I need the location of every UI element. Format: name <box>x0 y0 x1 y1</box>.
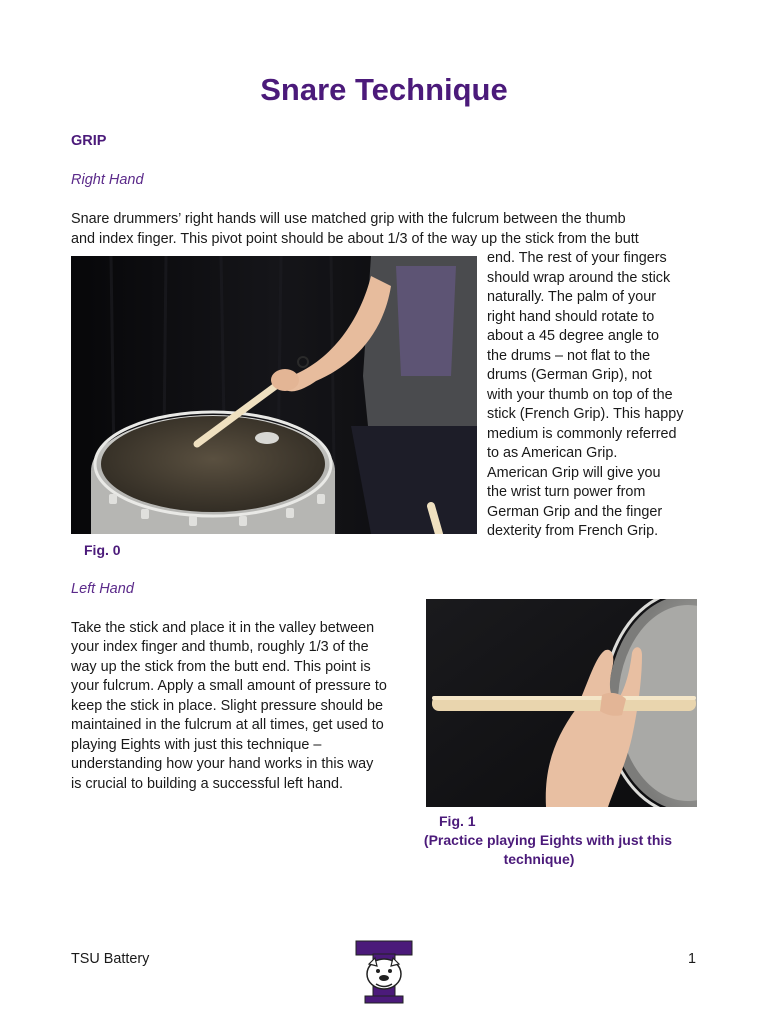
left-hand-line-4: keep the stick in place. Slight pressure should be <box>71 698 383 714</box>
right-hand-line-3: should wrap around the stick <box>487 270 671 286</box>
left-hand-line-8: is crucial to building a successful left hand. <box>71 776 343 792</box>
figure-1-caption: Fig. 1 <box>439 813 476 829</box>
right-hand-line-16: dexterity from French Grip. <box>487 523 659 539</box>
left-hand-line-5: maintained in the fulcrum at all times, get used to <box>71 717 384 733</box>
left-hand-line-1: your index finger and thumb, roughly 1/3 of the <box>71 639 369 655</box>
footer-left-text: TSU Battery <box>71 951 150 967</box>
left-hand-line-0: Take the stick and place it in the valley between <box>71 620 375 636</box>
right-hand-line-5: right hand should rotate to <box>487 309 655 325</box>
left-hand-line-7: understanding how your hand works in this way <box>71 756 374 772</box>
right-hand-line-13: American Grip will give you <box>487 465 661 481</box>
subheading-left-hand: Left Hand <box>71 581 134 597</box>
right-hand-line-8: drums (German Grip), not <box>487 367 652 383</box>
figure-1-left-hand-photo <box>426 599 697 807</box>
right-hand-line-6: about a 45 degree angle to <box>487 328 660 344</box>
right-hand-line-9: with your thumb on top of the <box>487 387 673 403</box>
left-hand-line-2: way up the stick from the butt end. This point is <box>71 659 371 675</box>
right-hand-line-7: the drums – not flat to the <box>487 348 651 364</box>
right-hand-line-0: Snare drummers’ right hands will use matched grip with the fulcrum between the thumb <box>71 211 626 227</box>
right-hand-line-12: to as American Grip. <box>487 445 618 461</box>
page-number: 1 <box>687 951 696 967</box>
figure-0-caption: Fig. 0 <box>84 542 121 558</box>
right-hand-line-15: German Grip and the finger <box>487 504 663 520</box>
figure-0-right-hand-photo <box>71 256 477 534</box>
subheading-right-hand: Right Hand <box>71 172 144 188</box>
right-hand-line-11: medium is commonly referred <box>487 426 677 442</box>
section-heading-grip: GRIP <box>71 133 107 149</box>
left-hand-line-6: playing Eights with just this technique – <box>71 737 322 753</box>
page-title: Snare Technique <box>260 72 508 107</box>
left-hand-line-3: your fulcrum. Apply a small amount of pressure to <box>71 678 387 694</box>
right-hand-line-14: the wrist turn power from <box>487 484 646 500</box>
right-hand-line-4: naturally. The palm of your <box>487 289 657 305</box>
figure-1-note-line-2: technique) <box>503 851 575 867</box>
right-hand-line-2: end. The rest of your fingers <box>487 250 667 266</box>
figure-1-note-line-1: (Practice playing Eights with just this <box>423 832 673 848</box>
right-hand-line-10: stick (French Grip). This happy <box>487 406 684 422</box>
right-hand-line-1: and index finger. This pivot point should be about 1/3 of the way up the stick from the butt <box>71 231 639 247</box>
tsu-bulldog-logo-icon <box>355 940 413 1004</box>
